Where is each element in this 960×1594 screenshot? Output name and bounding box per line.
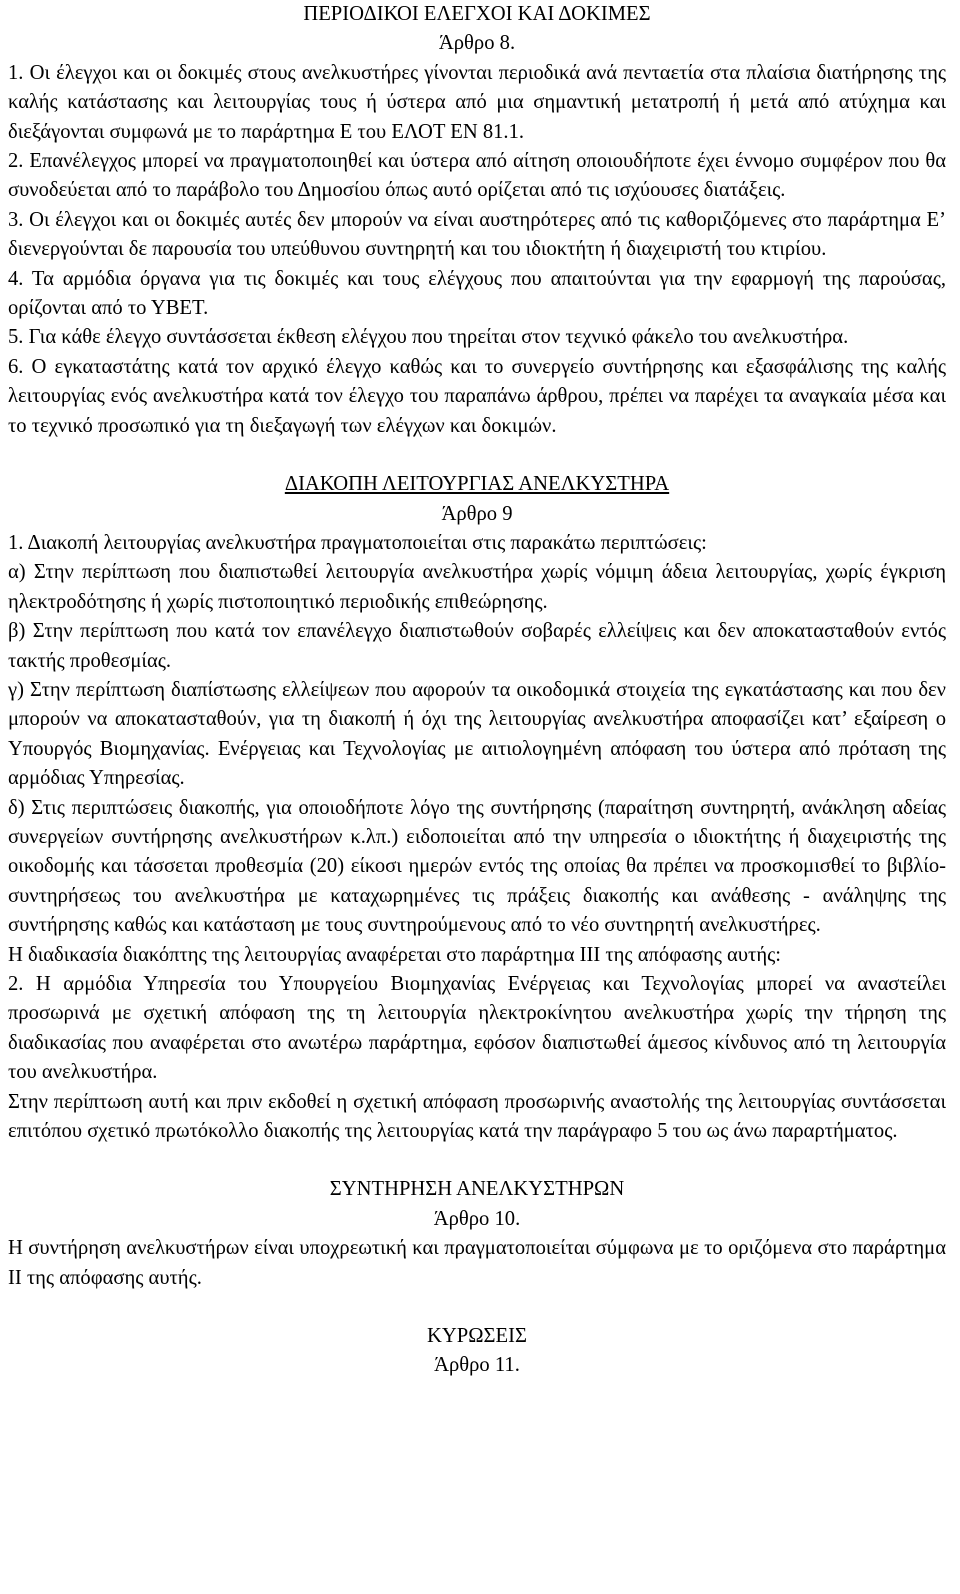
article-9-item-a: α) Στην περίπτωση που διαπιστωθεί λειτουργία ανελκυστήρα χωρίς νόμιμη άδεια λειτουργίας, χωρίς έγκριση ηλεκτροδότησης ή χωρίς πιστοποιητικό περιοδικής επιθεώρησης. (8, 561, 946, 613)
section-heading-periodic-checks: ΠΕΡΙΟΔΙΚΟΙ ΕΛΕΓΧΟΙ ΚΑΙ ΔΟΚΙΜΕΣ (303, 3, 651, 25)
article-9-paragraph-2: 2. Η αρμόδια Υπηρεσία του Υπουργείου Βιομηχανίας Ενέργειας και Τεχνολογίας μπορεί να αναστείλει προσωρινά με σχετική απόφαση της τη λειτουργία ηλεκτροκίνητου ανελκυστήρα χωρίς την τήρηση της διαδικασίας που αναφέρεται στο ανωτέρω παράρτημα, εφόσον διαπιστωθεί άμεσος κίνδυνος από τη λειτουργία του ανελκυστήρα. (8, 973, 946, 1084)
article-8-paragraph-2: 2. Επανέλεγχος μπορεί να πραγματοποιηθεί και ύστερα από αίτηση οποιουδήποτε έχει έννομο συμφέρον που θα συνοδεύεται από το παράβολο του Δημοσίου όπως αυτό ορίζεται από τις ισχύουσες διατάξεις. (8, 150, 946, 202)
article-9-title: Άρθρο 9 (441, 502, 513, 525)
article-9-item-d: δ) Στις περιπτώσεις διακοπής, για οποιοδήποτε λόγο της συντήρησης (παραίτηση συντηρητή, ανάκληση αδείας συνεργείων συντήρησης ανελκυστήρων κ.λπ.) ειδοποιείται από την υπηρεσία ο ιδιοκτήτης ή διαχειριστής της οικοδομής και τάσσεται προθεσμία (20) είκοσι ημερών εντός της οποίας θα πρέπει να προσκομισθεί το βιβλίο-συντηρήσεως του ανελκυστήρα με καταχωρημένες τις πράξεις διακοπής και ανάθεσης - ανάληψης της συντήρησης καθώς και κατάσταση με τους συντηρούμενους από το νέο συντηρητή ανελκυστήρες. (8, 796, 946, 937)
spacer (8, 441, 946, 470)
article-9-item-b: β) Στην περίπτωση που κατά τον επανέλεγχο διαπιστωθούν σοβαρές ελλείψεις και δεν αποκατασταθούν εντός τακτής προθεσμίας. (8, 620, 946, 672)
article-10-paragraph-1: Η συντήρηση ανελκυστήρων είναι υποχρεωτική και πραγματοποιείται σύμφωνα με το οριζόμενα στο παράρτημα ΙΙ της απόφασης αυτής. (8, 1237, 946, 1289)
spacer (8, 1293, 946, 1322)
article-9-paragraph-3: Στην περίπτωση αυτή και πριν εκδοθεί η σχετική απόφαση προσωρινής αναστολής της λειτουργίας συντάσσεται επιτόπου σχετικό πρωτόκολλο διακοπής της λειτουργίας κατά την παράγραφο 5 του ως άνω παραρτήματος. (8, 1090, 946, 1143)
spacer (8, 1146, 946, 1175)
article-9-item-c: γ) Στην περίπτωση διαπίστωσης ελλείψεων που αφορούν τα οικοδομικά στοιχεία της εγκατάστασης και που δεν μπορούν να αποκατασταθούν, για τη διακοπή ή όχι της λειτουργίας ανελκυστήρα αποφασίζει κατ’ εξαίρεση ο Υπουργός Βιομηχανίας. Ενέργειας και Τεχνολογίας με αιτιολογημένη απόφαση του ύστερα από πρόταση της αρμόδιας Υπηρεσίας. (8, 678, 946, 790)
article-8-paragraph-1: 1. Οι έλεγχοι και οι δοκιμές στους ανελκυστήρες γίνονται περιοδικά ανά πενταετία στα πλαίσια διατήρησης της καλής κατάστασης και λειτουργίας τους ή ύστερα από μια σημαντική μετατροπή ή μετά από ατύχημα και διεξάγονται συμφωνά με το παράρτημα Ε του ΕΛΟΤ ΕΝ 81.1. (8, 61, 946, 143)
section-heading-operation-suspension: ΔΙΑΚΟΠΗ ΛΕΙΤΟΥΡΓΙΑΣ ΑΝΕΛΚΥΣΤΗΡΑ (284, 473, 670, 496)
article-9-procedure-note: Η διαδικασία διακόπτης της λειτουργίας αναφέρεται στο παράρτημα ΙΙΙ της απόφασης αυτής: (8, 943, 781, 966)
section-heading-maintenance: ΣΥΝΤΗΡΗΣΗ ΑΝΕΛΚΥΣΤΗΡΩΝ (329, 1178, 625, 1201)
article-8-paragraph-5: 5. Για κάθε έλεγχο συντάσσεται έκθεση ελέγχου που τηρείται στον τεχνικό φάκελο του ανελκυστήρα. (8, 326, 849, 349)
article-8-paragraph-4: 4. Τα αρμόδια όργανα για τις δοκιμές και τους ελέγχους που απαιτούνται για την εφαρμογή της παρούσας, ορίζονται από το ΥΒΕΤ. (8, 267, 946, 320)
article-8-paragraph-3: 3. Οι έλεγχοι και οι δοκιμές αυτές δεν μπορούν να είναι αυστηρότερες από τις καθοριζόμενες στο παράρτημα Ε’ διενεργούνται δε παρουσία του υπεύθυνου συντηρητή και του ιδιοκτήτη ή διαχειριστή του κτιρίου. (8, 208, 946, 261)
article-9-paragraph-1: 1. Διακοπή λειτουργίας ανελκυστήρα πραγματοποιείται στις παρακάτω περιπτώσεις: (8, 531, 707, 554)
article-8-title: Άρθρο 8. (438, 32, 516, 55)
article-10-title: Άρθρο 10. (433, 1207, 521, 1230)
section-heading-sanctions: ΚΥΡΩΣΕΙΣ (427, 1325, 527, 1348)
article-8-paragraph-6: 6. Ο εγκαταστάτης κατά τον αρχικό έλεγχο καθώς και το συνεργείο συντήρησης και εξασφάλισης της καλής λειτουργίας ενός ανελκυστήρα κατά τον έλεγχο του παραπάνω άρθρου, πρέπει να παρέχει τα αναγκαία μέσα και το τεχνικό προσωπικό για τη διεξαγωγή των ελέγχων και δοκιμών. (8, 355, 946, 437)
article-11-title: Άρθρο 11. (434, 1354, 520, 1377)
